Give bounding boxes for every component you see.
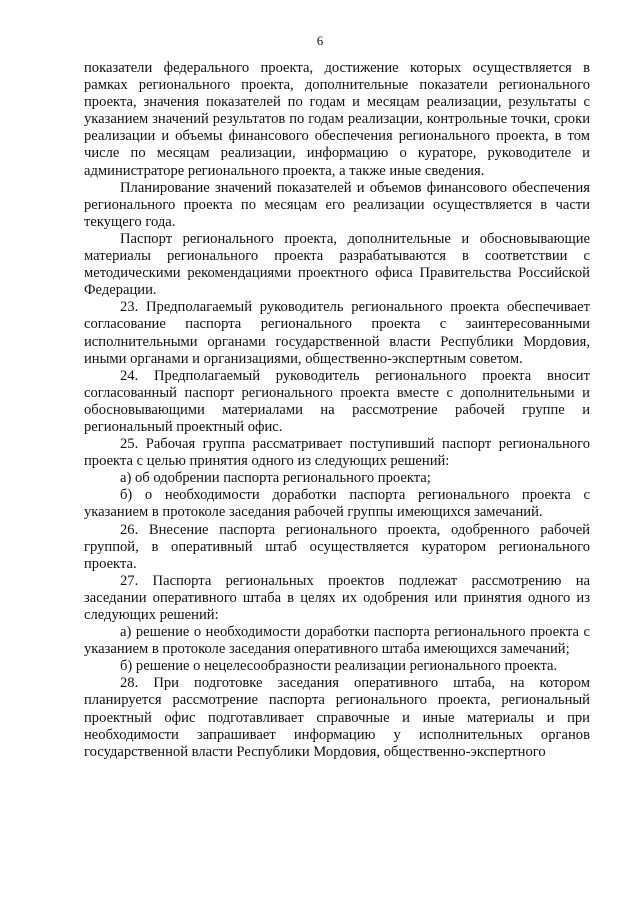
paragraph-planning: Планирование значений показателей и объемов финансового обеспечения регионального проекта по месяцам его реализации осуществляется в части текущего года.	[84, 179, 590, 230]
paragraph-item-25b: б) о необходимости доработки паспорта регионального проекта с указанием в протоколе заседания рабочей группы имеющихся замечаний.	[84, 487, 590, 521]
paragraph-item-28: 28. При подготовке заседания оперативного штаба, на котором планируется рассмотрение паспорта регионального проекта, региональный проектный офис подготавливает справочные и иные материалы и при необходимости запрашивает информацию у исполнительных органов государственной власти Республики Мордовия, общественно-экспертного	[84, 675, 590, 760]
paragraph-item-27b: б) решение о нецелесообразности реализации регионального проекта.	[120, 658, 558, 675]
paragraph-item-25a: а) об одобрении паспорта регионального проекта;	[120, 470, 431, 487]
paragraph-item-27: 27. Паспорта региональных проектов подлежат рассмотрению на заседании оперативного штаба в целях их одобрения или принятия одного из следующих решений:	[84, 572, 590, 623]
page-number: 6	[316, 33, 324, 48]
paragraph-passport-development: Паспорт регионального проекта, дополнительные и обосновывающие материалы регионального проекта разрабатываются в соответствии с методическими рекомендациями проектного офиса Правительства Российской Федерации.	[84, 230, 590, 299]
paragraph-item-25: 25. Рабочая группа рассматривает поступивший паспорт регионального проекта с целью принятия одного из следующих решений:	[84, 436, 590, 470]
paragraph-item-23: 23. Предполагаемый руководитель регионального проекта обеспечивает согласование паспорта регионального проекта с заинтересованными исполнительными органами государственной власти Республики Мордовия, иными органами и организациями, общественно-экспертным советом.	[84, 299, 590, 367]
paragraph-item-26: 26. Внесение паспорта регионального проекта, одобренного рабочей группой, в оперативный штаб осуществляется куратором регионального проекта.	[84, 521, 590, 572]
paragraph-passport-contents: показатели федерального проекта, достижение которых осуществляется в рамках регионального проекта, дополнительные показатели регионального проекта, значения показателей по годам и месяцам реализации, результаты с указанием значений результатов по годам реализации, контрольные точки, сроки реализации и объемы финансового обеспечения регионального проекта, в том числе по месяцам реализации, информацию о кураторе, руководителе и администраторе регионального проекта, а также иные сведения.	[84, 60, 590, 179]
paragraph-item-27a: а) решение о необходимости доработки паспорта регионального проекта с указанием в протоколе заседания оперативного штаба имеющихся замечаний;	[84, 624, 590, 658]
document-body	[84, 60, 590, 761]
paragraph-item-24: 24. Предполагаемый руководитель регионального проекта вносит согласованный паспорт регионального проекта вместе с дополнительными и обосновывающими материалами на рассмотрение рабочей группе и региональный проектный офис.	[84, 367, 590, 435]
